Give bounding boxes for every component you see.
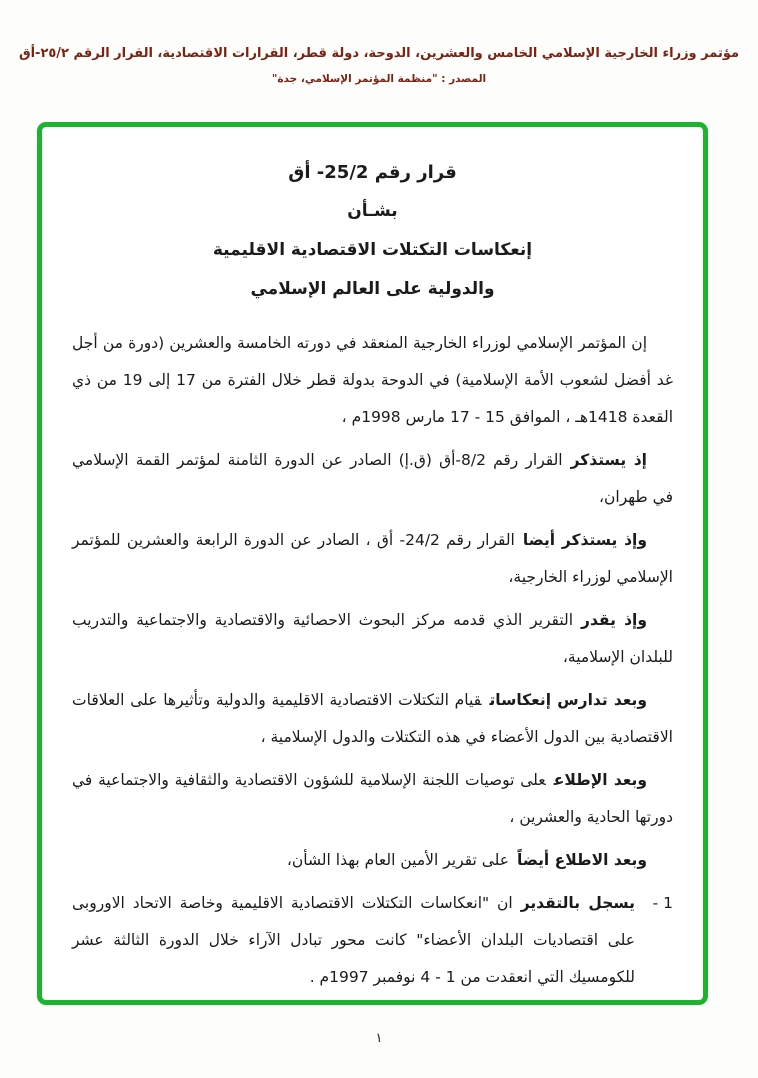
item-lead: يسجل بالتقدير: [520, 894, 635, 912]
preamble-paragraph: [72, 325, 673, 436]
paragraph-text: القرار رقم 8/2-أق (ق.إ) الصادر عن الدورة الثامنة لمؤتمر القمة الإسلامي في طهران،: [72, 451, 673, 506]
appreciating-paragraph: [72, 602, 673, 676]
paragraph-lead: وبعد الاطلاع أيضاً: [517, 851, 647, 869]
paragraph-text: إن المؤتمر الإسلامي لوزراء الخارجية المنعقد في دورته الخامسة والعشرين (دورة من أجل غد أفضل لشعوب الأمة الإسلامية) في الدوحة بدولة قطر خلال الفترة من 17 إلى 19 من ذي القعدة 1418هـ ، الموافق 15 - 17 مارس 1998م ،: [72, 334, 673, 426]
operative-item-1: [72, 885, 673, 996]
resolution-body: [72, 325, 673, 996]
paragraph-text: على تقرير الأمين العام بهذا الشأن،: [286, 851, 509, 869]
source-header-line2: المصدر : "منظمة المؤتمر الإسلامي، جدة": [271, 73, 487, 85]
having-examined-paragraph: [72, 682, 673, 756]
having-reviewed-paragraph: [72, 762, 673, 836]
paragraph-text: القرار رقم 24/2- أق ، الصادر عن الدورة الرابعة والعشرين للمؤتمر الإسلامي لوزراء الخارجية،: [72, 531, 673, 586]
recalling-also-paragraph: [72, 522, 673, 596]
resolution-title: [72, 153, 673, 309]
resolution-subject-line1: إنعكاسات التكتلات الاقتصادية الاقليمية: [212, 240, 533, 260]
paragraph-text: على توصيات اللجنة الإسلامية للشؤون الاقتصادية والثقافية والاجتماعية في دورتها الحادية والعشرين ،: [72, 771, 673, 826]
resolution-subject-word: بشـأن: [347, 201, 398, 221]
page-number: ١: [375, 1031, 383, 1046]
paragraph-lead: وإذ يقدر: [581, 611, 647, 629]
paragraph-text: التقرير الذي قدمه مركز البحوث الاحصائية والاقتصادية والاجتماعية والتدريب للبلدان الإسلامية،: [72, 611, 673, 666]
paragraph-lead: وبعد الإطلاع: [553, 771, 647, 789]
paragraph-lead: وبعد تدارس إنعكاسات: [489, 691, 647, 709]
item-text: ان "انعكاسات التكتلات الاقتصادية الاقليمية وخاصة الاتحاد الاوروبى على اقتصاديات البلدان الأعضاء" كانت محور تبادل الآراء خلال الدورة الثالثة عشر للكومسيك التي انعقدت من 1 - 4 نوفمبر 1997م .: [72, 894, 635, 986]
having-reviewed-also-paragraph: [72, 842, 673, 879]
item-text-block: [72, 885, 635, 996]
resolution-frame: [37, 122, 708, 1005]
paragraph-lead: إذ يستذكر: [570, 451, 647, 469]
resolution-subject-line2: والدولية على العالم الإسلامي: [250, 279, 495, 299]
item-number: 1 -: [652, 894, 673, 912]
recalling-paragraph: [72, 442, 673, 516]
paragraph-lead: وإذ يستذكر أيضا: [522, 531, 648, 549]
source-header-line1: مؤتمر وزراء الخارجية الإسلامي الخامس والعشرين، الدوحة، دولة قطر، القرارات الاقتصادية، القرار الرقم ٢٥/٢-أق: [18, 46, 740, 61]
paragraph-text: قيام التكتلات الاقتصادية الاقليمية والدولية وتأثيرها على العلاقات الاقتصادية بين الدول الأعضاء في هذه التكتلات والدول الإسلامية ،: [72, 691, 673, 746]
source-header: [0, 46, 758, 85]
resolution-number-line: قرار رقم 25/2- أق: [288, 162, 457, 183]
